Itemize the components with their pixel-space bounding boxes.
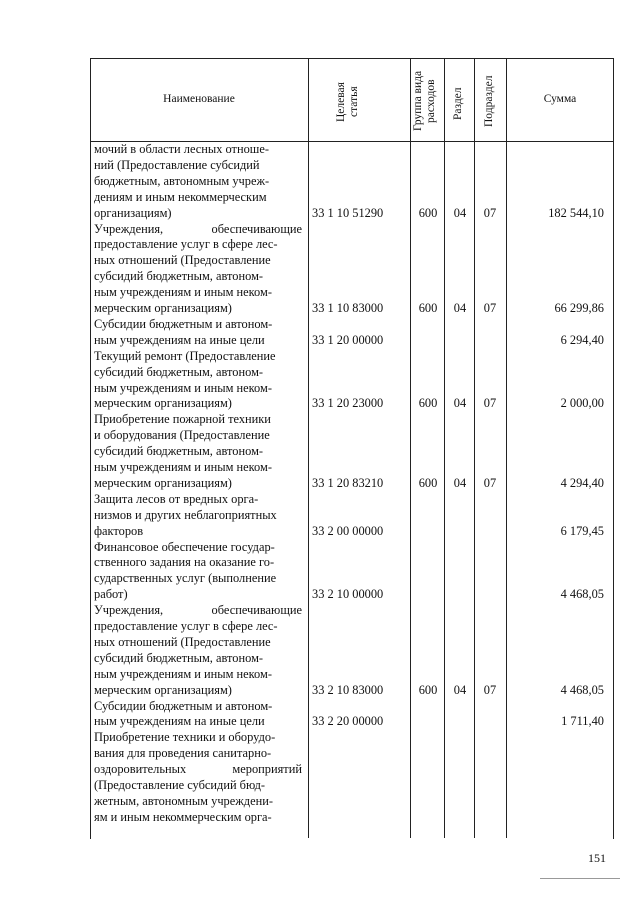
- row-target-code: 33 2 00 00000: [312, 523, 384, 538]
- row-sum: 1 711,40: [561, 714, 604, 729]
- row-target-code: 33 1 10 51290: [312, 205, 384, 220]
- row-sum: 4 294,40: [560, 475, 604, 490]
- row-name-line: мерческим организациям): [94, 396, 232, 411]
- row-name: [94, 349, 302, 413]
- row-name-line: работ): [94, 587, 128, 602]
- row-name-line: субсидий бюджетным, автоном-: [94, 269, 264, 284]
- row-name-line: мерческим организациям): [94, 301, 232, 316]
- column-divider: [444, 58, 445, 838]
- row-subsection: 07: [483, 682, 497, 697]
- row-section: 04: [453, 205, 467, 220]
- row-name-line: Учреждения, обеспечивающие: [94, 221, 302, 236]
- row-target-code: 33 1 20 00000: [312, 332, 384, 347]
- row-name-line: мочий в области лесных отноше-: [94, 142, 269, 156]
- row-name-line: ным учреждениям и иным неком-: [94, 380, 272, 395]
- header-sum: Сумма: [543, 93, 577, 105]
- row-name-line: ний (Предоставление субсидий: [94, 157, 260, 172]
- row-name-line: факторов: [94, 523, 144, 538]
- row-target-code: 33 1 20 23000: [312, 396, 384, 411]
- row-name-line: ным учреждениям и иным неком-: [94, 460, 272, 475]
- row-name-line: (Предоставление субсидий бюд-: [94, 778, 266, 793]
- row-name-line: и оборудования (Предоставление: [94, 428, 270, 443]
- row-name: [94, 540, 302, 604]
- row-name-line: Приобретение пожарной техники: [94, 412, 271, 427]
- row-name: [94, 317, 302, 349]
- row-name-line: ственного задания на оказание го-: [94, 555, 275, 570]
- row-name-line: Защита лесов от вредных орга-: [94, 491, 259, 506]
- row-expense-group: 600: [418, 475, 438, 490]
- row-name-line: ных отношений (Предоставление: [94, 253, 271, 268]
- row-name: [94, 603, 302, 698]
- row-expense-group: 600: [418, 205, 438, 220]
- row-name-line: Финансовое обеспечение государ-: [94, 539, 275, 554]
- row-section: 04: [453, 682, 467, 697]
- row-subsection: 07: [483, 301, 497, 315]
- row-name-line: оздоровительных мероприятий: [94, 762, 302, 777]
- row-section: 04: [453, 301, 467, 315]
- header-target-article: Целевая статья: [335, 82, 361, 122]
- header-section: Раздел: [452, 87, 464, 121]
- row-name-line: субсидий бюджетным, автоном-: [94, 650, 264, 665]
- row-name-line: ям и иным некоммерческим орга-: [94, 809, 272, 824]
- row-name-line: жетным, автономным учреждени-: [94, 793, 273, 808]
- row-sum: 4 468,05: [560, 682, 604, 697]
- page-number: 151: [588, 851, 606, 865]
- row-name-line: организациям): [94, 205, 172, 220]
- row-name-line: бюджетным, автономным учреж-: [94, 173, 270, 188]
- row-name-line: ным учреждениям и иным неком-: [94, 285, 272, 300]
- row-name-line: сударственных услуг (выполнение: [94, 571, 277, 586]
- row-name-line: ным учреждениям и иным неком-: [94, 666, 272, 681]
- header-name: Наименование: [163, 93, 235, 105]
- row-subsection: 07: [483, 475, 497, 490]
- row-name: [94, 699, 302, 731]
- row-name-line: вания для проведения санитарно-: [94, 746, 272, 761]
- row-name-line: дениям и иным некоммерческим: [94, 189, 267, 204]
- row-name-line: предоставление услуг в сфере лес-: [94, 619, 278, 633]
- row-name: [94, 142, 302, 222]
- row-name-line: Приобретение техники и оборудо-: [94, 730, 276, 745]
- row-name-line: ных отношений (Предоставление: [94, 634, 271, 649]
- row-target-code: 33 1 10 83000: [312, 301, 384, 315]
- row-section: 04: [453, 396, 467, 411]
- row-target-code: 33 2 20 00000: [312, 714, 384, 729]
- row-sum: 4 468,05: [560, 587, 604, 602]
- row-name-line: низмов и других неблагоприятных: [94, 507, 277, 522]
- row-name-line: субсидий бюджетным, автоном-: [94, 444, 264, 459]
- row-name-line: Текущий ремонт (Предоставление: [94, 348, 276, 363]
- row-subsection: 07: [483, 396, 497, 411]
- column-divider: [506, 58, 507, 838]
- row-name: [94, 412, 302, 492]
- row-sum: 182 544,10: [548, 205, 604, 220]
- row-sum: 6 179,45: [560, 523, 604, 538]
- row-target-code: 33 1 20 83210: [312, 475, 384, 490]
- row-name: [94, 222, 302, 317]
- row-name-line: Субсидии бюджетным и автоном-: [94, 698, 273, 713]
- row-expense-group: 600: [418, 682, 438, 697]
- row-name-line: мерческим организациям): [94, 682, 232, 697]
- header-subsection: Подраздел: [483, 75, 495, 127]
- row-target-code: 33 2 10 83000: [312, 682, 384, 697]
- row-name-line: ным учреждениям на иные цели: [94, 714, 265, 729]
- row-name-line: Субсидии бюджетным и автоном-: [94, 316, 273, 331]
- row-section: 04: [453, 475, 467, 490]
- row-sum: 66 299,86: [554, 301, 604, 315]
- header-expense-group: Группа вида расходов: [412, 70, 438, 132]
- row-sum: 2 000,00: [560, 396, 604, 411]
- row-name-line: субсидий бюджетным, автоном-: [94, 364, 264, 379]
- row-name-line: мерческим организациям): [94, 475, 232, 490]
- row-name-line: ным учреждениям на иные цели: [94, 332, 265, 347]
- row-expense-group: 600: [418, 301, 438, 315]
- row-name-line: Учреждения, обеспечивающие: [94, 603, 302, 618]
- column-divider: [410, 58, 411, 838]
- column-divider: [474, 58, 475, 838]
- row-name: [94, 492, 302, 540]
- column-divider: [308, 58, 309, 838]
- row-target-code: 33 2 10 00000: [312, 587, 384, 602]
- row-name: [94, 730, 302, 825]
- row-name-line: предоставление услуг в сфере лес-: [94, 237, 278, 252]
- row-expense-group: 600: [418, 396, 438, 411]
- row-sum: 6 294,40: [560, 332, 604, 347]
- footer-line: [540, 878, 620, 879]
- row-subsection: 07: [483, 205, 497, 220]
